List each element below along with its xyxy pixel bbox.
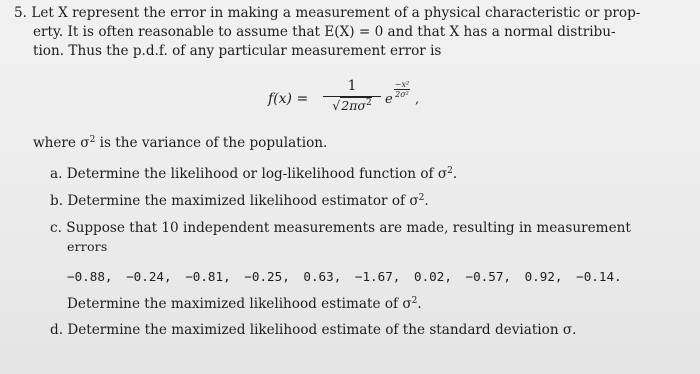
where-pre: where σ [33, 135, 90, 151]
value-10: −0.14. [576, 269, 622, 284]
where-sup: 2 [89, 135, 96, 145]
part-b-text: Determine the maximized likelihood estimator of σ [67, 193, 419, 209]
part-a-label: a. [50, 166, 63, 182]
value-7: 0.02, [413, 269, 452, 284]
where-line [33, 135, 327, 152]
pdf-formula [268, 78, 448, 128]
part-a [50, 166, 457, 183]
formula-numerator: 1 [347, 78, 357, 94]
formula-exponent [394, 80, 410, 99]
part-c-final-text: Determine the maximized likelihood estimate of σ [67, 296, 412, 312]
value-4: −0.25, [244, 269, 290, 284]
formula-exp-base: e [385, 92, 393, 107]
part-b-period: . [424, 193, 429, 209]
value-3: −0.81, [185, 269, 231, 284]
value-2: −0.24, [126, 269, 172, 284]
formula-lhs: f(x) = [268, 91, 309, 107]
part-d [50, 322, 577, 339]
sqrt-sign: √ [332, 98, 341, 113]
exponent-denominator: 2σ² [395, 90, 409, 99]
part-b [50, 193, 429, 210]
part-c-text-1: Suppose that 10 independent measurements are made, resulting in measurement [66, 220, 631, 236]
where-post: is the variance of the population. [95, 135, 328, 151]
part-b-label: b. [50, 193, 64, 209]
part-c-final-period: . [417, 296, 422, 312]
exponent-numerator: x² [401, 80, 410, 89]
formula-trailing-comma: , [415, 92, 420, 107]
part-c-line-3 [67, 296, 422, 313]
problem-line-3: tion. Thus the p.d.f. of any particular measurement error is [33, 43, 442, 59]
formula-fraction [323, 78, 381, 114]
part-b-sup: 2 [418, 193, 425, 203]
problem-number: 5. [14, 5, 27, 21]
part-c-final-sup: 2 [411, 296, 418, 306]
part-d-text: Determine the maximized likelihood estimate of the standard deviation σ. [67, 322, 577, 338]
denominator-square: 2 [365, 98, 372, 108]
part-a-text: Determine the likelihood or log-likelihood function of σ [66, 166, 448, 182]
denominator-body: 2πσ [341, 98, 366, 113]
value-1: −0.88, [67, 269, 113, 284]
problem-line-2: erty. It is often reasonable to assume that E(X) = 0 and that X has a normal distribu- [33, 24, 616, 40]
problem-text-1: Let X represent the error in making a measurement of a physical characteristic or prop- [31, 5, 641, 21]
part-a-period: . [452, 166, 458, 182]
part-c-line-1 [50, 220, 631, 237]
value-5: 0.63, [303, 269, 342, 284]
problem-line-1 [14, 5, 640, 22]
measurement-values [67, 268, 622, 285]
value-8: −0.57, [465, 269, 511, 284]
value-6: −1.67, [354, 269, 401, 284]
part-c-line-2: errors [67, 239, 108, 254]
part-a-sup: 2 [447, 166, 453, 176]
part-c-label: c. [50, 220, 62, 236]
exponent-sign: − [394, 80, 402, 89]
value-9: 0.92, [524, 269, 563, 284]
part-d-label: d. [50, 322, 64, 338]
formula-denominator [323, 98, 381, 114]
